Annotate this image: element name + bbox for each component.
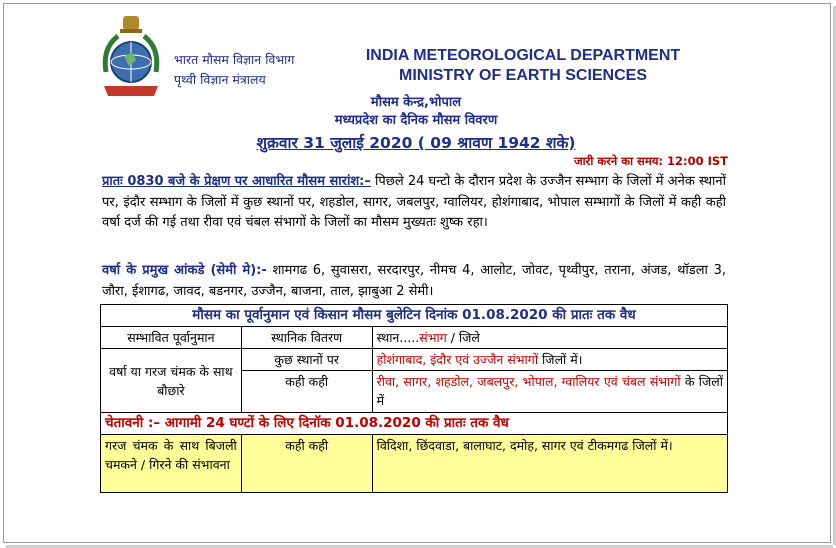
warning-title-row xyxy=(101,413,728,435)
header-places xyxy=(372,327,727,349)
dept-english xyxy=(336,46,710,86)
forecast-table xyxy=(100,304,728,493)
warning-phenomenon: गरज चंमक के साथ बिजली चमकने / गिरने की संभावना xyxy=(101,435,242,493)
rainfall-label: वर्षा के प्रमुख आंकडे (सेमी मे):- xyxy=(102,263,267,278)
warning-title: चेतावनी :– आगामी 24 घण्टों के लिए दिनॉक 01.08.2020 की प्रातः तक वैध xyxy=(101,413,728,435)
bulletin-title: मध्यप्रदेश का दैनिक मौसम विवरण xyxy=(334,113,498,128)
dept-hindi-line1: भारत मौसम विज्ञान विभाग xyxy=(174,52,295,67)
warning-places: विदिशा, छिंदवाडा, बालाघाट, दमोह, सागर एवं टीकमगढ जिलों में। xyxy=(372,435,727,493)
issue-time: जारी करने का समय: 12:00 IST xyxy=(574,154,728,168)
dept-english-line2: MINISTRY OF EARTH SCIENCES xyxy=(398,67,648,84)
forecast-distribution: कुछ स्थानों पर xyxy=(241,349,372,371)
header-forecast: सम्भावित पूर्वानुमान xyxy=(101,327,242,349)
rainfall-text: शामगढ 6, सुवासरा, सरदारपुर, नीमच 4, आलोट, जोवट, पृथ्वीपुर, तराना, अंजड, थॉडला 3, जौरा, ईशागढ, जावद, बडनगर, उज्जैन, बाजना, ताल, झाबुआ 2 सेमी। xyxy=(102,263,726,299)
summary-label: प्रातः 0830 बजे के प्रेक्षण पर आधारित मौसम सारांश:– xyxy=(102,174,371,189)
bulletin-page xyxy=(96,0,736,548)
warning-distribution: कही कही xyxy=(241,435,372,493)
weather-centre: मौसम केन्द्र,भोपाल xyxy=(370,95,462,110)
forecast-row xyxy=(101,349,728,371)
forecast-title-row xyxy=(101,305,728,327)
header-distribution: स्थानिक वितरण xyxy=(241,327,372,349)
forecast-header-row xyxy=(101,327,728,349)
forecast-title: मौसम का पूर्वानुमान एवं किसान मौसम बुलेटिन दिनांक 01.08.2020 की प्रातः तक वैध xyxy=(101,305,728,327)
forecast-distribution: कही कही xyxy=(241,371,372,413)
dept-english-line1: INDIA METEOROLOGICAL DEPARTMENT xyxy=(365,47,681,64)
forecast-places-divisions: होशंगाबाद, इंदौर एवं उज्जैन संभागों xyxy=(376,352,539,367)
dept-hindi xyxy=(174,50,294,90)
warning-row xyxy=(101,435,728,493)
summary-text: पिछले 24 घन्टो के दौरान प्रदेश के उज्जैन सम्भाग के जिलों में अनेक स्थानों पर, इंदौर सम्भाग के जिलों में कुछ स्थानों पर, शहडोल, सागर, जबलपुर, ग्वालियर, होशंगाबाद, भोपाल सम्भागों के जिलों में कही कही वर्षा दर्ज की गई तथा रीवा एवं चंबल संभागों के जिलों का मौसम मुख्यतः शुष्क रहा। xyxy=(102,174,726,230)
forecast-places xyxy=(372,371,727,413)
dept-hindi-line2: पृथ्वी विज्ञान मंत्रालय xyxy=(174,72,266,87)
header-places-division: संभाग xyxy=(419,330,447,345)
header-places-suffix: / जिले xyxy=(446,330,480,345)
forecast-places-suffix: जिलों में। xyxy=(538,352,583,367)
rainfall-figures xyxy=(102,261,726,302)
bulletin-date: शुक्रवार 31 जुलाई 2020 ( 09 श्रावण 1942 शके) xyxy=(256,134,576,152)
weather-summary xyxy=(102,172,726,234)
forecast-places-suffix: के जिलों में xyxy=(376,374,723,408)
forecast-places xyxy=(372,349,727,371)
forecast-places-divisions: रीवा, सागर, शहडोल, जबलपुर, भोपाल, ग्वालियर एवं चंबल संभागों xyxy=(376,374,681,389)
header-places-prefix: स्थान..... xyxy=(376,330,420,345)
forecast-phenomenon: वर्षा या गरज चंमक के साथ बौछारे xyxy=(101,349,242,413)
